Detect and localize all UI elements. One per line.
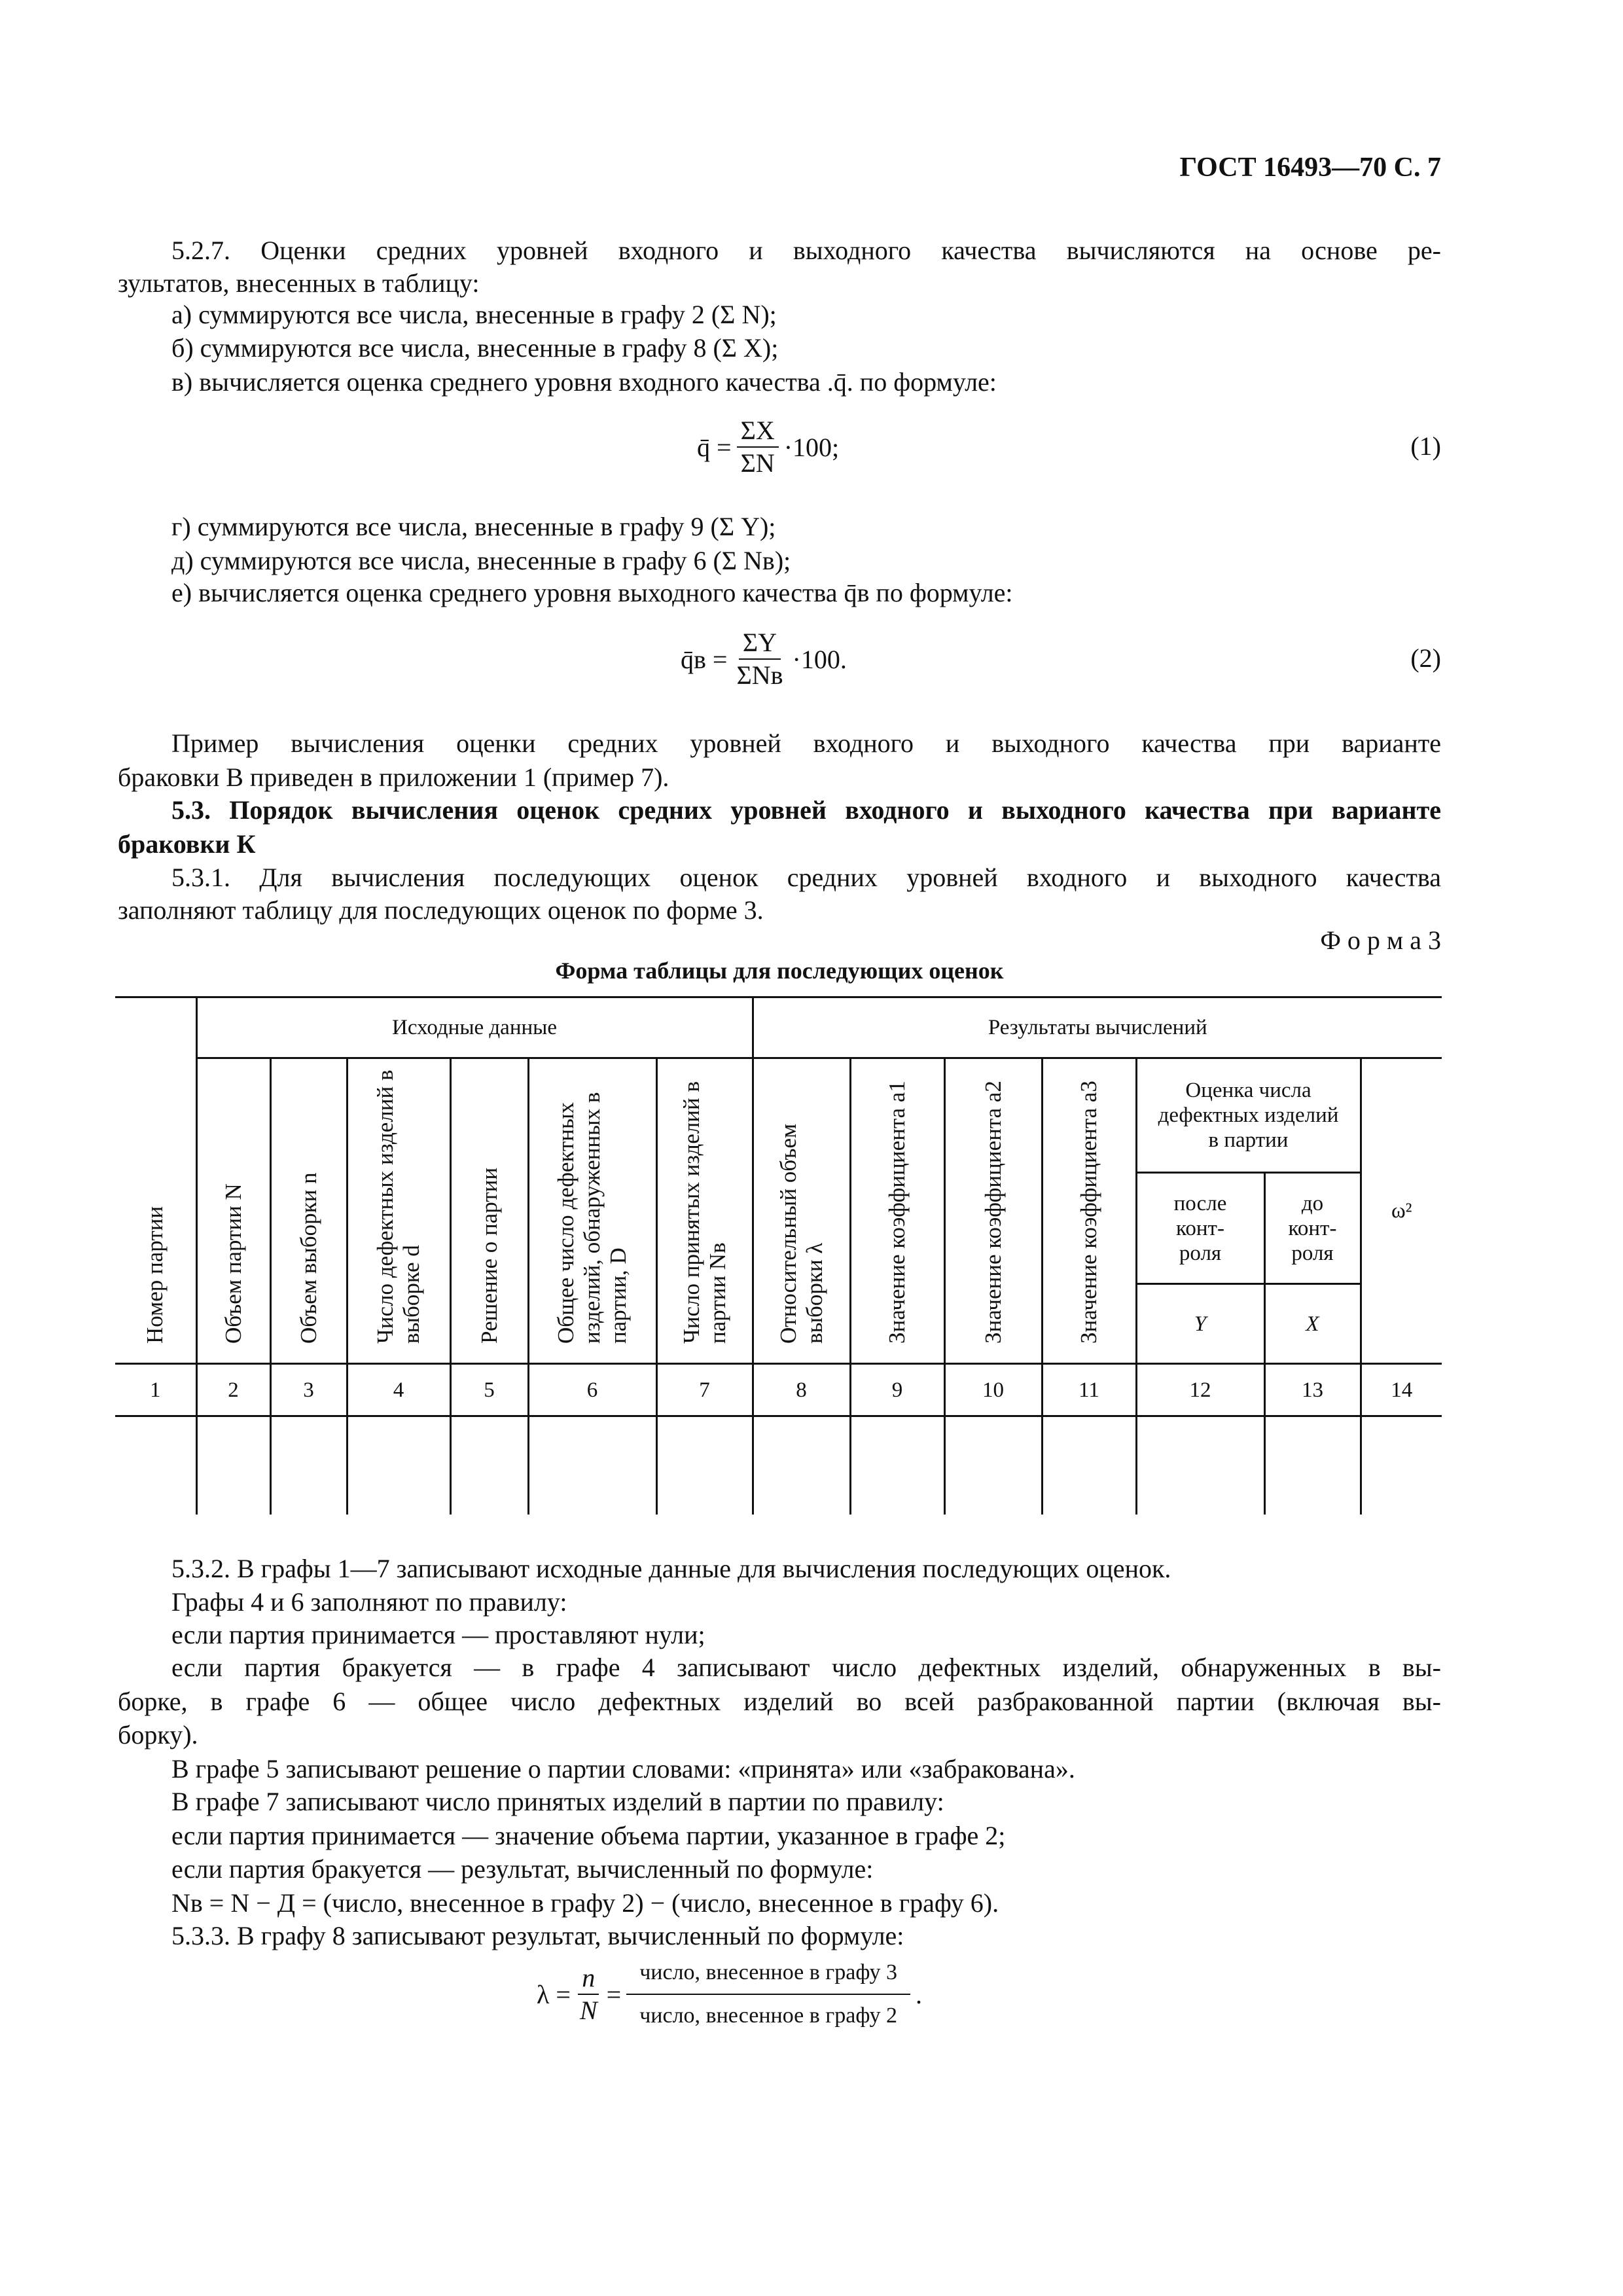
header-label: Относительный объем выборки λ: [775, 1123, 827, 1344]
column-number: 5: [450, 1364, 528, 1416]
header-label: Y: [1194, 1312, 1207, 1336]
header-cell: [528, 1058, 656, 1364]
paragraph-5-3-2-line: борку).: [118, 1720, 198, 1749]
list-item: б) суммируются все числа, внесенные в графу 8 (Σ X);: [171, 333, 779, 363]
formula-lambda: [537, 1957, 922, 2032]
formula-lhs: q̄в =: [681, 644, 728, 674]
denominator-text: N: [579, 1996, 597, 2025]
paragraph-5-3-2-line: В графе 7 записывают число принятых изделий в партии по правилу:: [171, 1787, 944, 1816]
numerator: [578, 1962, 599, 1995]
section-5-3-heading: браковки К: [118, 829, 256, 859]
paragraph-5-3-2-line: если партия принимается — значение объема партии, указанное в графе 2;: [171, 1821, 1006, 1850]
empty-cell: [528, 1416, 656, 1515]
empty-cell: [347, 1416, 450, 1515]
header-label: Решение о партии: [476, 1167, 502, 1344]
empty-cell: [1042, 1416, 1136, 1515]
fraction: [626, 1957, 910, 2032]
form-label: Ф о р м а 3: [1320, 925, 1441, 955]
paragraph-5-3-2-line: Nв = N − Д = (число, внесенное в графу 2) − (число, внесенное в графу 6).: [171, 1888, 999, 1918]
equals-sign: =: [606, 1979, 622, 2009]
equation-number: (1): [1410, 431, 1441, 461]
equation-number: (2): [1410, 643, 1441, 673]
numerator: число, внесенное в графу 3: [626, 1957, 910, 1995]
header-cell: [850, 1058, 944, 1364]
empty-data-row: [115, 1416, 1442, 1515]
column-number: 7: [656, 1364, 753, 1416]
paragraph-5-3-2-line: борке, в графе 6 — общее число дефектных изделий во всей разбракованной партии (включая вы-: [118, 1687, 1441, 1716]
header-x: [1264, 1284, 1361, 1364]
header-y: [1136, 1284, 1264, 1364]
paragraph-5-3-2-line: Графы 4 и 6 заполняют по правилу:: [171, 1587, 567, 1617]
column-number: 10: [944, 1364, 1042, 1416]
header-label: Объем выборки n: [295, 1172, 321, 1344]
column-number: 8: [753, 1364, 850, 1416]
header-cell: [196, 1058, 270, 1364]
empty-cell: [944, 1416, 1042, 1515]
header-cell: [115, 997, 196, 1364]
group-header-source: Исходные данные: [196, 997, 753, 1058]
header-cell: [753, 1058, 850, 1364]
header-label: Число принятых изделий в партии Nв: [678, 1081, 730, 1344]
column-number: 11: [1042, 1364, 1136, 1416]
formula-2: [681, 627, 847, 691]
paragraph-5-3-2-line: 5.3.2. В графы 1—7 записывают исходные данные для вычисления последующих оценок.: [171, 1554, 1171, 1583]
numerator-text: n: [582, 1963, 596, 1992]
paragraph-5-3-3-line: 5.3.3. В графу 8 записывают результат, вычисленный по формуле:: [171, 1921, 904, 1950]
header-cell: [450, 1058, 528, 1364]
header-label: Значение коэффициента a3: [1076, 1081, 1101, 1344]
list-item: а) суммируются все числа, внесенные в графу 2 (Σ N);: [171, 300, 777, 329]
list-item: г) суммируются все числа, внесенные в графу 9 (Σ Y);: [171, 512, 776, 541]
header-label: Значение коэффициента a2: [980, 1081, 1006, 1344]
empty-cell: [115, 1416, 196, 1515]
paragraph-5-3-2-line: В графе 5 записывают решение о партии словами: «принята» или «забракована».: [171, 1754, 1075, 1784]
denominator: ΣN: [740, 448, 775, 478]
header-label: Объем партии N: [220, 1183, 246, 1344]
column-number: 9: [850, 1364, 944, 1416]
header-before-control: до конт-роля: [1264, 1173, 1361, 1284]
header-cell: [944, 1058, 1042, 1364]
fraction: [737, 415, 779, 479]
group-header-results: Результаты вычислений: [753, 997, 1442, 1058]
header-label: Число дефектных изделий в выборке d: [372, 1069, 424, 1344]
header-cell: [1042, 1058, 1136, 1364]
empty-cell: [196, 1416, 270, 1515]
fraction: [732, 627, 787, 691]
paragraph-5-3-2-line: если партия бракуется — результат, вычисленный по формуле:: [171, 1854, 874, 1884]
paragraph-5-3-2-line: если партия бракуется — в графе 4 записывают число дефектных изделий, обнаруженных в вы-: [171, 1653, 1441, 1682]
column-numbers-row: [115, 1364, 1442, 1416]
empty-cell: [270, 1416, 347, 1515]
empty-cell: [450, 1416, 528, 1515]
list-item: д) суммируются все числа, внесенные в графу 6 (Σ Nв);: [171, 546, 791, 575]
numerator: ΣY: [739, 627, 781, 660]
header-label: Общее число дефектных изделий, обнаруженных в партии, D: [553, 1092, 631, 1344]
header-label: X: [1306, 1312, 1319, 1336]
formula-tail: ·100.: [792, 644, 847, 674]
header-estimate: Оценка числа дефектных изделий в партии: [1136, 1058, 1361, 1173]
list-item: е) вычисляется оценка среднего уровня выходного качества q̄в по формуле:: [171, 578, 1013, 607]
header-after-control: после конт-роля: [1136, 1173, 1264, 1284]
empty-cell: [1264, 1416, 1361, 1515]
example-line: браковки В приведен в приложении 1 (пример 7).: [118, 762, 669, 792]
header-cell: [270, 1058, 347, 1364]
header-cell: [347, 1058, 450, 1364]
empty-cell: [753, 1416, 850, 1515]
numerator: ΣX: [737, 415, 779, 448]
empty-cell: [1361, 1416, 1442, 1515]
paragraph-5-3-1-line: 5.3.1. Для вычисления последующих оценок средних уровней входного и выходного качества: [171, 863, 1441, 892]
list-item: в) вычисляется оценка среднего уровня входного качества .q̄. по формуле:: [171, 367, 997, 397]
empty-cell: [656, 1416, 753, 1515]
page-header: ГОСТ 16493—70 С. 7: [1179, 152, 1441, 183]
paragraph-5-2-7-line: зультатов, внесенных в таблицу:: [118, 268, 480, 298]
example-line: Пример вычисления оценки средних уровней входного и выходного качества при варианте: [171, 728, 1441, 758]
denominator: [576, 1995, 601, 2026]
column-number: 14: [1361, 1364, 1442, 1416]
paragraph-5-2-7-line: 5.2.7. Оценки средних уровней входного и выходного качества вычисляются на основе ре-: [171, 236, 1441, 265]
column-number: 6: [528, 1364, 656, 1416]
formula-tail: ·100;: [783, 432, 840, 462]
denominator: ΣNв: [736, 660, 783, 690]
section-5-3-heading: 5.3. Порядок вычисления оценок средних уровней входного и выходного качества при варианте: [171, 795, 1441, 825]
column-number: 3: [270, 1364, 347, 1416]
column-number: 2: [196, 1364, 270, 1416]
header-label: Значение коэффициента a1: [884, 1081, 910, 1344]
form-3-table: [115, 996, 1442, 1515]
table-title: Форма таблицы для последующих оценок: [555, 958, 1004, 984]
empty-cell: [850, 1416, 944, 1515]
paragraph-5-3-2-line: если партия принимается — проставляют нули;: [171, 1620, 705, 1649]
fraction: [576, 1962, 601, 2026]
column-number: 1: [115, 1364, 196, 1416]
paragraph-5-3-1-line: заполняют таблицу для последующих оценок по форме 3.: [118, 895, 764, 925]
formula-lhs: λ =: [537, 1979, 571, 2009]
column-number: 13: [1264, 1364, 1361, 1416]
denominator: число, внесенное в графу 2: [639, 2003, 898, 2028]
column-number: 12: [1136, 1364, 1264, 1416]
header-cell: [656, 1058, 753, 1364]
formula-lhs: q̄ =: [697, 432, 732, 462]
column-number: 4: [347, 1364, 450, 1416]
empty-cell: [1136, 1416, 1264, 1515]
header-label: Номер партии: [142, 1206, 168, 1344]
formula-1: [697, 415, 839, 479]
header-omega: ω²: [1361, 1058, 1442, 1364]
formula-tail: .: [916, 1979, 923, 2009]
